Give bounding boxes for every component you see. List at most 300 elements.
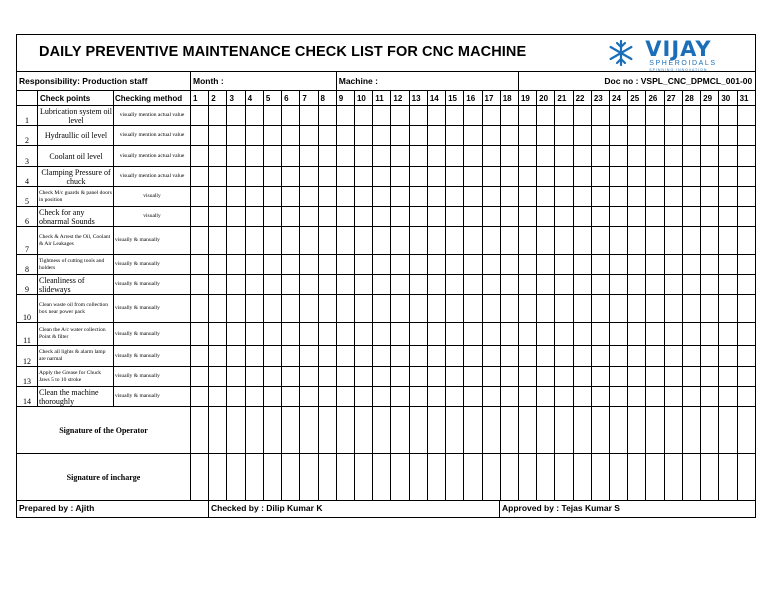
day-check-cell[interactable] bbox=[427, 207, 445, 227]
signature-cell[interactable] bbox=[191, 454, 209, 501]
day-check-cell[interactable] bbox=[464, 167, 482, 187]
day-check-cell[interactable] bbox=[482, 387, 500, 407]
day-check-cell[interactable] bbox=[646, 323, 664, 346]
day-check-cell[interactable] bbox=[664, 207, 682, 227]
day-check-cell[interactable] bbox=[427, 167, 445, 187]
day-check-cell[interactable] bbox=[591, 255, 609, 275]
day-check-cell[interactable] bbox=[537, 346, 555, 367]
day-check-cell[interactable] bbox=[245, 167, 263, 187]
day-check-cell[interactable] bbox=[318, 207, 336, 227]
month-field[interactable]: Month : bbox=[191, 72, 337, 91]
signature-cell[interactable] bbox=[191, 407, 209, 454]
signature-cell[interactable] bbox=[391, 454, 409, 501]
day-check-cell[interactable] bbox=[518, 346, 536, 367]
signature-cell[interactable] bbox=[628, 454, 646, 501]
day-check-cell[interactable] bbox=[610, 387, 628, 407]
day-check-cell[interactable] bbox=[318, 187, 336, 207]
day-check-cell[interactable] bbox=[191, 106, 209, 126]
day-check-cell[interactable] bbox=[245, 295, 263, 323]
day-check-cell[interactable] bbox=[664, 255, 682, 275]
signature-cell[interactable] bbox=[610, 407, 628, 454]
day-check-cell[interactable] bbox=[464, 387, 482, 407]
day-check-cell[interactable] bbox=[209, 126, 227, 146]
day-check-cell[interactable] bbox=[373, 295, 391, 323]
day-check-cell[interactable] bbox=[701, 275, 719, 295]
day-check-cell[interactable] bbox=[537, 167, 555, 187]
day-check-cell[interactable] bbox=[537, 187, 555, 207]
day-check-cell[interactable] bbox=[209, 367, 227, 387]
day-check-cell[interactable] bbox=[373, 367, 391, 387]
day-check-cell[interactable] bbox=[482, 295, 500, 323]
day-check-cell[interactable] bbox=[719, 295, 737, 323]
day-check-cell[interactable] bbox=[245, 207, 263, 227]
day-check-cell[interactable] bbox=[701, 126, 719, 146]
day-check-cell[interactable] bbox=[518, 227, 536, 255]
signature-cell[interactable] bbox=[354, 407, 372, 454]
day-check-cell[interactable] bbox=[482, 167, 500, 187]
day-check-cell[interactable] bbox=[300, 146, 318, 167]
day-check-cell[interactable] bbox=[610, 255, 628, 275]
day-check-cell[interactable] bbox=[518, 146, 536, 167]
day-check-cell[interactable] bbox=[373, 187, 391, 207]
day-check-cell[interactable] bbox=[682, 227, 700, 255]
day-check-cell[interactable] bbox=[336, 227, 354, 255]
day-check-cell[interactable] bbox=[191, 367, 209, 387]
day-check-cell[interactable] bbox=[555, 146, 573, 167]
day-check-cell[interactable] bbox=[573, 227, 591, 255]
day-check-cell[interactable] bbox=[446, 167, 464, 187]
day-check-cell[interactable] bbox=[537, 367, 555, 387]
day-check-cell[interactable] bbox=[737, 207, 756, 227]
day-check-cell[interactable] bbox=[354, 126, 372, 146]
day-check-cell[interactable] bbox=[646, 126, 664, 146]
day-check-cell[interactable] bbox=[282, 207, 300, 227]
day-check-cell[interactable] bbox=[336, 387, 354, 407]
day-check-cell[interactable] bbox=[719, 255, 737, 275]
signature-cell[interactable] bbox=[446, 407, 464, 454]
day-check-cell[interactable] bbox=[446, 323, 464, 346]
day-check-cell[interactable] bbox=[446, 275, 464, 295]
day-check-cell[interactable] bbox=[427, 126, 445, 146]
day-check-cell[interactable] bbox=[282, 167, 300, 187]
day-check-cell[interactable] bbox=[537, 106, 555, 126]
day-check-cell[interactable] bbox=[300, 255, 318, 275]
day-check-cell[interactable] bbox=[628, 187, 646, 207]
day-check-cell[interactable] bbox=[282, 255, 300, 275]
day-check-cell[interactable] bbox=[245, 275, 263, 295]
signature-cell[interactable] bbox=[737, 407, 756, 454]
day-check-cell[interactable] bbox=[409, 227, 427, 255]
day-check-cell[interactable] bbox=[518, 106, 536, 126]
signature-cell[interactable] bbox=[245, 454, 263, 501]
day-check-cell[interactable] bbox=[646, 207, 664, 227]
day-check-cell[interactable] bbox=[191, 126, 209, 146]
day-check-cell[interactable] bbox=[482, 126, 500, 146]
day-check-cell[interactable] bbox=[391, 367, 409, 387]
day-check-cell[interactable] bbox=[318, 346, 336, 367]
day-check-cell[interactable] bbox=[646, 255, 664, 275]
day-check-cell[interactable] bbox=[555, 346, 573, 367]
day-check-cell[interactable] bbox=[646, 367, 664, 387]
day-check-cell[interactable] bbox=[719, 387, 737, 407]
day-check-cell[interactable] bbox=[318, 323, 336, 346]
day-check-cell[interactable] bbox=[682, 275, 700, 295]
signature-cell[interactable] bbox=[719, 454, 737, 501]
day-check-cell[interactable] bbox=[282, 146, 300, 167]
day-check-cell[interactable] bbox=[227, 295, 245, 323]
signature-cell[interactable] bbox=[427, 454, 445, 501]
day-check-cell[interactable] bbox=[409, 255, 427, 275]
day-check-cell[interactable] bbox=[664, 295, 682, 323]
day-check-cell[interactable] bbox=[537, 255, 555, 275]
day-check-cell[interactable] bbox=[464, 227, 482, 255]
day-check-cell[interactable] bbox=[409, 346, 427, 367]
day-check-cell[interactable] bbox=[300, 207, 318, 227]
signature-cell[interactable] bbox=[409, 454, 427, 501]
day-check-cell[interactable] bbox=[719, 323, 737, 346]
day-check-cell[interactable] bbox=[373, 126, 391, 146]
day-check-cell[interactable] bbox=[209, 275, 227, 295]
day-check-cell[interactable] bbox=[573, 323, 591, 346]
day-check-cell[interactable] bbox=[591, 323, 609, 346]
day-check-cell[interactable] bbox=[263, 387, 281, 407]
day-check-cell[interactable] bbox=[263, 367, 281, 387]
day-check-cell[interactable] bbox=[500, 367, 518, 387]
day-check-cell[interactable] bbox=[737, 106, 756, 126]
day-check-cell[interactable] bbox=[409, 295, 427, 323]
signature-cell[interactable] bbox=[537, 454, 555, 501]
signature-cell[interactable] bbox=[482, 407, 500, 454]
day-check-cell[interactable] bbox=[227, 207, 245, 227]
signature-cell[interactable] bbox=[464, 407, 482, 454]
day-check-cell[interactable] bbox=[373, 227, 391, 255]
day-check-cell[interactable] bbox=[391, 227, 409, 255]
signature-cell[interactable] bbox=[646, 454, 664, 501]
day-check-cell[interactable] bbox=[646, 187, 664, 207]
day-check-cell[interactable] bbox=[409, 367, 427, 387]
day-check-cell[interactable] bbox=[354, 295, 372, 323]
day-check-cell[interactable] bbox=[209, 207, 227, 227]
day-check-cell[interactable] bbox=[373, 255, 391, 275]
day-check-cell[interactable] bbox=[391, 387, 409, 407]
signature-cell[interactable] bbox=[227, 407, 245, 454]
day-check-cell[interactable] bbox=[409, 106, 427, 126]
day-check-cell[interactable] bbox=[209, 106, 227, 126]
signature-cell[interactable] bbox=[555, 407, 573, 454]
signature-cell[interactable] bbox=[300, 407, 318, 454]
day-check-cell[interactable] bbox=[300, 275, 318, 295]
day-check-cell[interactable] bbox=[610, 146, 628, 167]
day-check-cell[interactable] bbox=[646, 295, 664, 323]
day-check-cell[interactable] bbox=[209, 167, 227, 187]
day-check-cell[interactable] bbox=[336, 187, 354, 207]
day-check-cell[interactable] bbox=[537, 387, 555, 407]
day-check-cell[interactable] bbox=[227, 367, 245, 387]
day-check-cell[interactable] bbox=[446, 106, 464, 126]
day-check-cell[interactable] bbox=[354, 346, 372, 367]
signature-cell[interactable] bbox=[500, 454, 518, 501]
day-check-cell[interactable] bbox=[500, 323, 518, 346]
day-check-cell[interactable] bbox=[300, 346, 318, 367]
day-check-cell[interactable] bbox=[646, 106, 664, 126]
day-check-cell[interactable] bbox=[209, 187, 227, 207]
day-check-cell[interactable] bbox=[191, 275, 209, 295]
day-check-cell[interactable] bbox=[719, 106, 737, 126]
day-check-cell[interactable] bbox=[446, 295, 464, 323]
day-check-cell[interactable] bbox=[482, 146, 500, 167]
day-check-cell[interactable] bbox=[336, 106, 354, 126]
day-check-cell[interactable] bbox=[610, 275, 628, 295]
signature-cell[interactable] bbox=[300, 454, 318, 501]
day-check-cell[interactable] bbox=[409, 167, 427, 187]
day-check-cell[interactable] bbox=[427, 255, 445, 275]
day-check-cell[interactable] bbox=[336, 255, 354, 275]
signature-cell[interactable] bbox=[336, 407, 354, 454]
day-check-cell[interactable] bbox=[354, 367, 372, 387]
day-check-cell[interactable] bbox=[537, 275, 555, 295]
day-check-cell[interactable] bbox=[191, 323, 209, 346]
day-check-cell[interactable] bbox=[245, 146, 263, 167]
day-check-cell[interactable] bbox=[464, 255, 482, 275]
day-check-cell[interactable] bbox=[518, 295, 536, 323]
signature-cell[interactable] bbox=[282, 407, 300, 454]
day-check-cell[interactable] bbox=[446, 207, 464, 227]
day-check-cell[interactable] bbox=[318, 126, 336, 146]
day-check-cell[interactable] bbox=[573, 367, 591, 387]
day-check-cell[interactable] bbox=[427, 346, 445, 367]
day-check-cell[interactable] bbox=[409, 187, 427, 207]
day-check-cell[interactable] bbox=[737, 367, 756, 387]
day-check-cell[interactable] bbox=[227, 227, 245, 255]
day-check-cell[interactable] bbox=[610, 346, 628, 367]
day-check-cell[interactable] bbox=[354, 323, 372, 346]
day-check-cell[interactable] bbox=[664, 146, 682, 167]
day-check-cell[interactable] bbox=[427, 227, 445, 255]
signature-cell[interactable] bbox=[518, 407, 536, 454]
day-check-cell[interactable] bbox=[591, 167, 609, 187]
day-check-cell[interactable] bbox=[628, 227, 646, 255]
day-check-cell[interactable] bbox=[282, 126, 300, 146]
day-check-cell[interactable] bbox=[263, 126, 281, 146]
day-check-cell[interactable] bbox=[354, 387, 372, 407]
signature-cell[interactable] bbox=[464, 454, 482, 501]
day-check-cell[interactable] bbox=[555, 207, 573, 227]
day-check-cell[interactable] bbox=[391, 255, 409, 275]
day-check-cell[interactable] bbox=[573, 387, 591, 407]
day-check-cell[interactable] bbox=[191, 346, 209, 367]
day-check-cell[interactable] bbox=[391, 187, 409, 207]
day-check-cell[interactable] bbox=[391, 167, 409, 187]
day-check-cell[interactable] bbox=[464, 275, 482, 295]
day-check-cell[interactable] bbox=[682, 187, 700, 207]
day-check-cell[interactable] bbox=[464, 126, 482, 146]
day-check-cell[interactable] bbox=[573, 167, 591, 187]
day-check-cell[interactable] bbox=[500, 146, 518, 167]
day-check-cell[interactable] bbox=[682, 387, 700, 407]
signature-cell[interactable] bbox=[646, 407, 664, 454]
day-check-cell[interactable] bbox=[701, 346, 719, 367]
day-check-cell[interactable] bbox=[682, 106, 700, 126]
day-check-cell[interactable] bbox=[591, 275, 609, 295]
day-check-cell[interactable] bbox=[737, 275, 756, 295]
day-check-cell[interactable] bbox=[555, 167, 573, 187]
day-check-cell[interactable] bbox=[737, 346, 756, 367]
day-check-cell[interactable] bbox=[591, 367, 609, 387]
day-check-cell[interactable] bbox=[682, 126, 700, 146]
day-check-cell[interactable] bbox=[300, 323, 318, 346]
day-check-cell[interactable] bbox=[318, 106, 336, 126]
day-check-cell[interactable] bbox=[227, 275, 245, 295]
day-check-cell[interactable] bbox=[354, 227, 372, 255]
day-check-cell[interactable] bbox=[682, 207, 700, 227]
day-check-cell[interactable] bbox=[318, 275, 336, 295]
day-check-cell[interactable] bbox=[664, 167, 682, 187]
day-check-cell[interactable] bbox=[427, 295, 445, 323]
day-check-cell[interactable] bbox=[191, 146, 209, 167]
day-check-cell[interactable] bbox=[263, 275, 281, 295]
day-check-cell[interactable] bbox=[719, 146, 737, 167]
day-check-cell[interactable] bbox=[537, 295, 555, 323]
day-check-cell[interactable] bbox=[719, 275, 737, 295]
day-check-cell[interactable] bbox=[719, 207, 737, 227]
day-check-cell[interactable] bbox=[591, 126, 609, 146]
day-check-cell[interactable] bbox=[591, 227, 609, 255]
day-check-cell[interactable] bbox=[664, 387, 682, 407]
day-check-cell[interactable] bbox=[227, 387, 245, 407]
signature-cell[interactable] bbox=[318, 407, 336, 454]
day-check-cell[interactable] bbox=[446, 367, 464, 387]
day-check-cell[interactable] bbox=[482, 367, 500, 387]
day-check-cell[interactable] bbox=[282, 227, 300, 255]
day-check-cell[interactable] bbox=[682, 146, 700, 167]
day-check-cell[interactable] bbox=[555, 367, 573, 387]
day-check-cell[interactable] bbox=[646, 387, 664, 407]
day-check-cell[interactable] bbox=[610, 106, 628, 126]
day-check-cell[interactable] bbox=[628, 146, 646, 167]
day-check-cell[interactable] bbox=[336, 146, 354, 167]
day-check-cell[interactable] bbox=[537, 207, 555, 227]
day-check-cell[interactable] bbox=[464, 207, 482, 227]
day-check-cell[interactable] bbox=[719, 227, 737, 255]
day-check-cell[interactable] bbox=[610, 367, 628, 387]
day-check-cell[interactable] bbox=[446, 126, 464, 146]
day-check-cell[interactable] bbox=[646, 275, 664, 295]
day-check-cell[interactable] bbox=[573, 295, 591, 323]
day-check-cell[interactable] bbox=[354, 187, 372, 207]
signature-cell[interactable] bbox=[573, 407, 591, 454]
day-check-cell[interactable] bbox=[227, 146, 245, 167]
signature-cell[interactable] bbox=[263, 407, 281, 454]
day-check-cell[interactable] bbox=[318, 367, 336, 387]
day-check-cell[interactable] bbox=[701, 295, 719, 323]
day-check-cell[interactable] bbox=[610, 167, 628, 187]
signature-cell[interactable] bbox=[664, 454, 682, 501]
day-check-cell[interactable] bbox=[664, 227, 682, 255]
day-check-cell[interactable] bbox=[737, 387, 756, 407]
day-check-cell[interactable] bbox=[555, 187, 573, 207]
day-check-cell[interactable] bbox=[336, 126, 354, 146]
day-check-cell[interactable] bbox=[263, 167, 281, 187]
day-check-cell[interactable] bbox=[719, 367, 737, 387]
signature-cell[interactable] bbox=[555, 454, 573, 501]
day-check-cell[interactable] bbox=[719, 187, 737, 207]
day-check-cell[interactable] bbox=[263, 255, 281, 275]
day-check-cell[interactable] bbox=[482, 275, 500, 295]
machine-field[interactable]: Machine : bbox=[336, 72, 518, 91]
signature-cell[interactable] bbox=[737, 454, 756, 501]
day-check-cell[interactable] bbox=[701, 255, 719, 275]
day-check-cell[interactable] bbox=[573, 106, 591, 126]
day-check-cell[interactable] bbox=[391, 207, 409, 227]
day-check-cell[interactable] bbox=[446, 346, 464, 367]
day-check-cell[interactable] bbox=[628, 275, 646, 295]
day-check-cell[interactable] bbox=[191, 167, 209, 187]
signature-cell[interactable] bbox=[701, 407, 719, 454]
day-check-cell[interactable] bbox=[628, 126, 646, 146]
day-check-cell[interactable] bbox=[300, 167, 318, 187]
day-check-cell[interactable] bbox=[464, 323, 482, 346]
day-check-cell[interactable] bbox=[354, 255, 372, 275]
day-check-cell[interactable] bbox=[263, 227, 281, 255]
day-check-cell[interactable] bbox=[682, 346, 700, 367]
day-check-cell[interactable] bbox=[464, 106, 482, 126]
day-check-cell[interactable] bbox=[354, 106, 372, 126]
day-check-cell[interactable] bbox=[646, 146, 664, 167]
day-check-cell[interactable] bbox=[555, 387, 573, 407]
day-check-cell[interactable] bbox=[354, 207, 372, 227]
day-check-cell[interactable] bbox=[573, 275, 591, 295]
day-check-cell[interactable] bbox=[464, 346, 482, 367]
day-check-cell[interactable] bbox=[646, 346, 664, 367]
day-check-cell[interactable] bbox=[409, 323, 427, 346]
signature-cell[interactable] bbox=[391, 407, 409, 454]
day-check-cell[interactable] bbox=[209, 346, 227, 367]
day-check-cell[interactable] bbox=[209, 146, 227, 167]
signature-cell[interactable] bbox=[427, 407, 445, 454]
day-check-cell[interactable] bbox=[628, 387, 646, 407]
day-check-cell[interactable] bbox=[555, 126, 573, 146]
day-check-cell[interactable] bbox=[591, 346, 609, 367]
day-check-cell[interactable] bbox=[610, 295, 628, 323]
day-check-cell[interactable] bbox=[737, 187, 756, 207]
day-check-cell[interactable] bbox=[446, 227, 464, 255]
day-check-cell[interactable] bbox=[646, 227, 664, 255]
day-check-cell[interactable] bbox=[537, 146, 555, 167]
day-check-cell[interactable] bbox=[500, 187, 518, 207]
day-check-cell[interactable] bbox=[500, 126, 518, 146]
day-check-cell[interactable] bbox=[518, 207, 536, 227]
day-check-cell[interactable] bbox=[464, 146, 482, 167]
day-check-cell[interactable] bbox=[227, 126, 245, 146]
day-check-cell[interactable] bbox=[373, 207, 391, 227]
day-check-cell[interactable] bbox=[191, 255, 209, 275]
day-check-cell[interactable] bbox=[664, 323, 682, 346]
day-check-cell[interactable] bbox=[318, 255, 336, 275]
day-check-cell[interactable] bbox=[245, 106, 263, 126]
day-check-cell[interactable] bbox=[263, 295, 281, 323]
day-check-cell[interactable] bbox=[409, 126, 427, 146]
day-check-cell[interactable] bbox=[391, 275, 409, 295]
day-check-cell[interactable] bbox=[227, 187, 245, 207]
day-check-cell[interactable] bbox=[191, 187, 209, 207]
day-check-cell[interactable] bbox=[391, 295, 409, 323]
day-check-cell[interactable] bbox=[209, 227, 227, 255]
day-check-cell[interactable] bbox=[263, 106, 281, 126]
day-check-cell[interactable] bbox=[482, 346, 500, 367]
day-check-cell[interactable] bbox=[664, 275, 682, 295]
day-check-cell[interactable] bbox=[245, 255, 263, 275]
day-check-cell[interactable] bbox=[573, 207, 591, 227]
